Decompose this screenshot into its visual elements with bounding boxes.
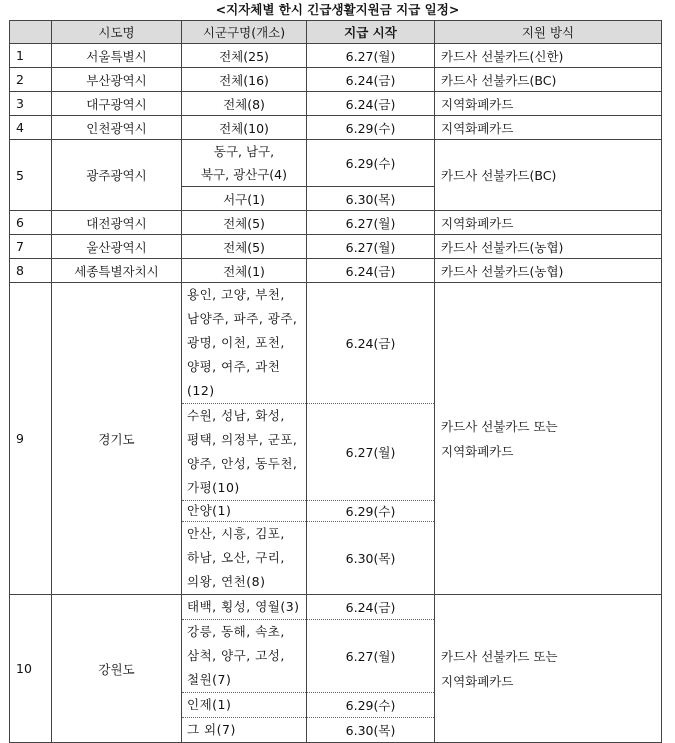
support-method: 지역화폐카드	[435, 116, 662, 140]
header-sido: 시도명	[52, 21, 182, 44]
sigungu-line: 남양주, 파주, 광주,	[187, 311, 298, 326]
header-start-date: 지급 시작	[307, 21, 435, 44]
sigungu-name	[182, 283, 307, 404]
sigungu-name	[182, 522, 307, 595]
support-method: 카드사 선불카드(신한)	[435, 44, 662, 68]
table-row	[10, 595, 662, 620]
table-row	[10, 259, 662, 283]
sido-name: 세종특별자치시	[52, 259, 182, 283]
sigungu-name: 그 외(7)	[182, 718, 307, 743]
start-date: 6.24(금)	[307, 68, 435, 92]
start-date: 6.27(월)	[307, 404, 435, 501]
sigungu-name: 전체(10)	[182, 116, 307, 140]
row-number: 7	[10, 235, 52, 259]
sigungu-name: 전체(5)	[182, 235, 307, 259]
sigungu-line: 수원, 성남, 화성,	[187, 408, 285, 423]
row-number: 3	[10, 92, 52, 116]
row-number: 6	[10, 211, 52, 235]
sigungu-name: 전체(1)	[182, 259, 307, 283]
sido-name: 서울특별시	[52, 44, 182, 68]
support-method: 카드사 선불카드(농협)	[435, 235, 662, 259]
support-method: 지역화폐카드	[435, 211, 662, 235]
start-date: 6.27(월)	[307, 235, 435, 259]
sigungu-name: 서구(1)	[182, 187, 307, 211]
support-method-line: 지역화폐카드	[441, 443, 514, 459]
start-date: 6.30(목)	[307, 718, 435, 743]
sigungu-name: 전체(16)	[182, 68, 307, 92]
sigungu-name	[182, 404, 307, 501]
support-method: 카드사 선불카드(농협)	[435, 259, 662, 283]
table-row	[10, 140, 662, 187]
support-method	[435, 595, 662, 743]
row-number: 1	[10, 44, 52, 68]
sido-name: 대구광역시	[52, 92, 182, 116]
support-method: 지역화폐카드	[435, 92, 662, 116]
header-row	[10, 21, 662, 44]
start-date: 6.29(수)	[307, 693, 435, 718]
support-method: 카드사 선불카드(BC)	[435, 140, 662, 211]
sigungu-name: 전체(8)	[182, 92, 307, 116]
sigungu-line: 철원(7)	[187, 672, 232, 687]
support-method-line: 카드사 선불카드 또는	[441, 418, 558, 434]
sido-name: 강원도	[52, 595, 182, 743]
start-date: 6.24(금)	[307, 283, 435, 404]
sigungu-name: 인제(1)	[182, 693, 307, 718]
sido-name: 울산광역시	[52, 235, 182, 259]
header-number	[10, 21, 52, 44]
row-number: 10	[10, 595, 52, 743]
sigungu-line: 용인, 고양, 부천,	[187, 287, 285, 302]
table-row	[10, 235, 662, 259]
support-method-line: 카드사 선불카드 또는	[441, 648, 558, 664]
sido-name: 광주광역시	[52, 140, 182, 211]
start-date: 6.24(금)	[307, 595, 435, 620]
sigungu-line: 하남, 오산, 구리,	[187, 550, 285, 565]
sigungu-line: 북구, 광산구(4)	[200, 167, 288, 182]
start-date: 6.30(목)	[307, 522, 435, 595]
start-date: 6.24(금)	[307, 92, 435, 116]
sigungu-name: 전체(25)	[182, 44, 307, 68]
start-date: 6.27(월)	[307, 44, 435, 68]
support-method-line: 지역화폐카드	[441, 673, 514, 689]
table-row	[10, 211, 662, 235]
start-date: 6.24(금)	[307, 259, 435, 283]
table-row	[10, 283, 662, 404]
table-row	[10, 116, 662, 140]
page-title: <지자체별 한시 긴급생활지원금 지급 일정>	[215, 2, 460, 17]
sigungu-line: 삼척, 양구, 고성,	[187, 648, 285, 663]
sigungu-name	[182, 620, 307, 693]
sigungu-name: 안양(1)	[182, 501, 307, 522]
start-date: 6.30(목)	[307, 187, 435, 211]
table-row	[10, 92, 662, 116]
row-number: 4	[10, 116, 52, 140]
sigungu-line: 강릉, 동해, 속초,	[187, 624, 285, 639]
sigungu-line: 의왕, 연천(8)	[187, 574, 266, 589]
sido-name: 부산광역시	[52, 68, 182, 92]
sigungu-line: 평택, 의정부, 군포,	[187, 432, 298, 447]
start-date: 6.29(수)	[307, 501, 435, 522]
row-number: 5	[10, 140, 52, 211]
sigungu-line: 안산, 시흥, 김포,	[187, 526, 285, 541]
sigungu-line: 가평(10)	[187, 480, 240, 495]
table-row	[10, 68, 662, 92]
start-date: 6.29(수)	[307, 116, 435, 140]
row-number: 8	[10, 259, 52, 283]
sigungu-line: 동구, 남구,	[213, 144, 275, 159]
support-method: 카드사 선불카드(BC)	[435, 68, 662, 92]
sigungu-name: 태백, 횡성, 영월(3)	[182, 595, 307, 620]
sigungu-name	[182, 140, 307, 187]
start-date: 6.27(월)	[307, 211, 435, 235]
support-method	[435, 283, 662, 595]
start-date: 6.29(수)	[307, 140, 435, 187]
header-sigungu: 시군구명(개소)	[182, 21, 307, 44]
start-date: 6.27(월)	[307, 620, 435, 693]
sido-name: 경기도	[52, 283, 182, 595]
sigungu-line: 광명, 이천, 포천,	[187, 335, 285, 350]
sido-name: 인천광역시	[52, 116, 182, 140]
sigungu-name: 전체(5)	[182, 211, 307, 235]
table-row	[10, 44, 662, 68]
sido-name: 대전광역시	[52, 211, 182, 235]
row-number: 2	[10, 68, 52, 92]
sigungu-line: 양주, 안성, 동두천,	[187, 456, 298, 471]
sigungu-line: 양평, 여주, 과천(12)	[187, 359, 281, 398]
schedule-table	[9, 20, 662, 743]
header-method: 지원 방식	[435, 21, 662, 44]
row-number: 9	[10, 283, 52, 595]
